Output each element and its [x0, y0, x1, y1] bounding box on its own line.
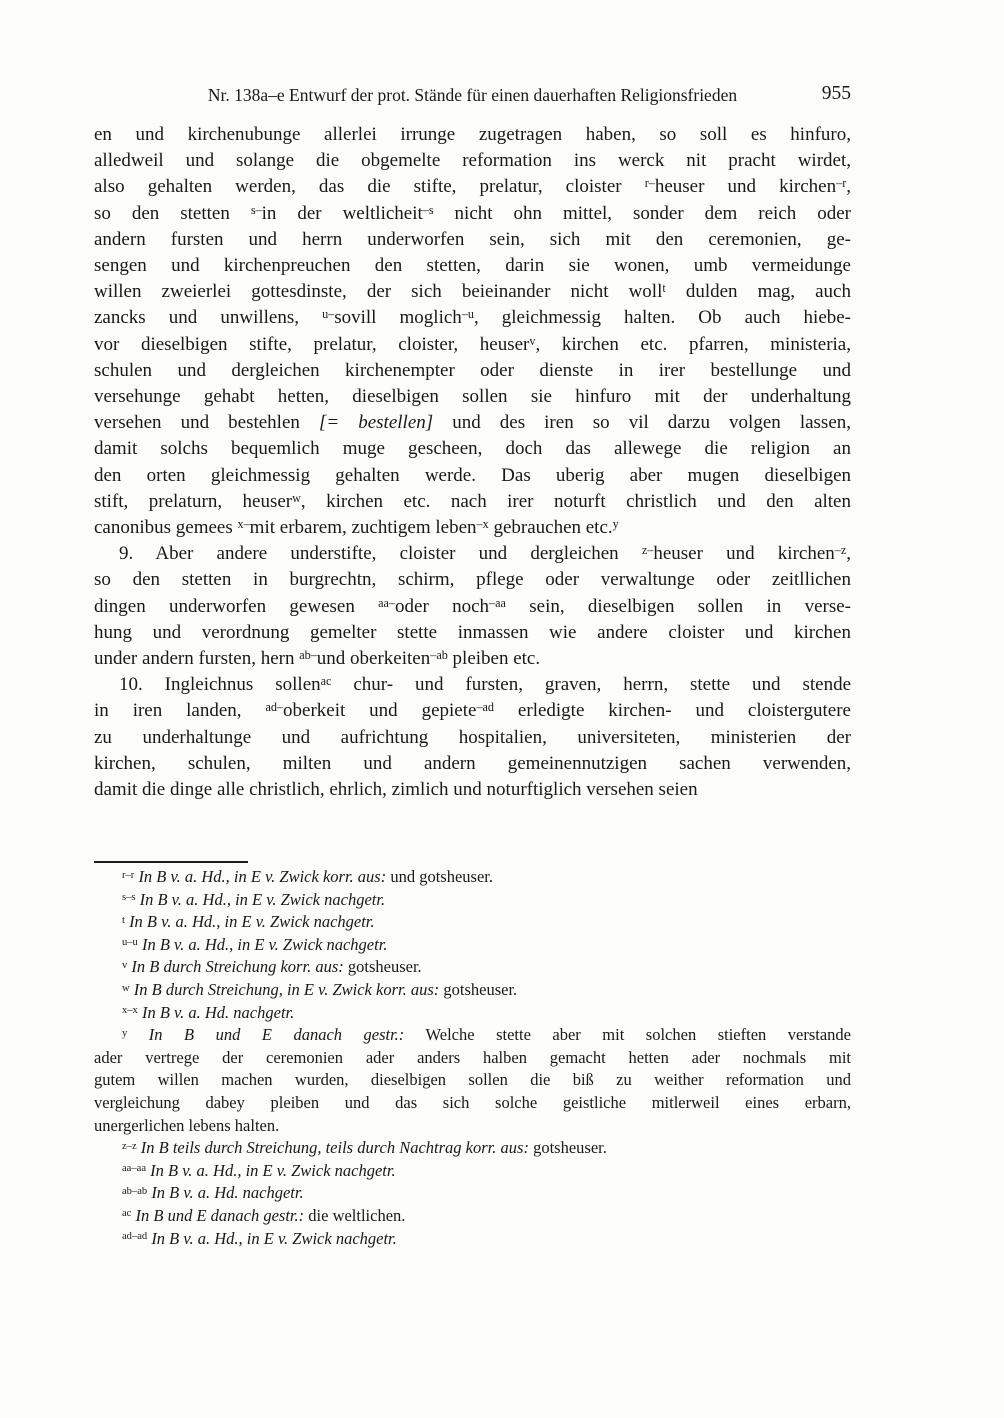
superscript-marker: x–x	[122, 1005, 138, 1017]
text-segment: , gleichmessig halten. Ob auch hiebe-	[473, 307, 852, 329]
text-segment: , kirchen etc. pfarren, ministeria,	[535, 333, 851, 355]
text-segment: chur- und fursten, graven, herrn, stette und stende	[331, 674, 851, 696]
text-line	[94, 698, 851, 724]
text-segment: , kirchen etc. nach irer noturft christlich und den alten	[300, 490, 851, 512]
running-header-title: Nr. 138a–e Entwurf der prot. Stände für einen dauerhaften Religionsfrieden	[207, 85, 738, 105]
superscript-marker: z–	[641, 543, 654, 558]
body-paragraph	[94, 122, 851, 541]
text-segment: 10. Ingleichnus sollen	[119, 674, 321, 696]
text-segment: pleiben etc.	[447, 648, 541, 670]
text-segment: heuser und kirchen	[654, 176, 837, 198]
text-segment: unergerlichen lebens halten.	[94, 1115, 280, 1135]
italic-text-segment: In B v. a. Hd., in E v. Zwick nachgetr.	[137, 934, 388, 954]
footnote	[94, 1137, 851, 1160]
superscript-marker: ab–	[299, 647, 317, 662]
text-segment: ,	[846, 543, 852, 565]
footnote	[94, 1160, 851, 1183]
footnote	[94, 956, 851, 979]
text-segment: alledweil und solange die obgemelte reformation ins werck nit pracht wirdet,	[94, 150, 851, 172]
text-line	[94, 279, 851, 305]
italic-text-segment: In B v. a. Hd., in E v. Zwick nachgetr.	[146, 1160, 396, 1180]
text-segment: willen zweierlei gottesdinste, der sich beieinander nicht woll	[94, 281, 663, 303]
text-segment: dulden mag, auch	[665, 281, 851, 303]
text-line	[94, 1228, 851, 1251]
running-header	[94, 84, 851, 110]
text-line	[94, 410, 851, 436]
text-line	[94, 1115, 851, 1138]
text-line	[94, 979, 851, 1002]
text-segment: andern fursten und herrn underworfen sein, sich mit den ceremonien, ge-	[94, 228, 851, 250]
footnote	[94, 1182, 851, 1205]
superscript-marker: v	[529, 333, 536, 348]
superscript-marker: x–	[237, 516, 250, 531]
superscript-marker: –x	[476, 516, 489, 531]
text-segment: sein, dieselbigen sollen in verse-	[505, 595, 851, 617]
text-segment: gotsheuser.	[528, 1138, 607, 1158]
text-line	[94, 253, 851, 279]
italic-text-segment: In B v. a. Hd., in E v. Zwick korr. aus:	[134, 867, 387, 886]
superscript-marker: y	[612, 516, 619, 531]
text-line	[94, 1160, 851, 1183]
text-segment: versehen und bestehlen	[94, 412, 319, 434]
text-line	[94, 463, 851, 489]
text-segment: den orten gleichmessig gehalten werde. Das uberig aber mugen dieselbigen	[94, 464, 851, 486]
text-segment: 9. Aber andere understifte, cloister und dergleichen	[119, 543, 642, 565]
text-segment: schulen und dergleichen kirchenempter oder dienste in irer bestellunge und	[94, 359, 851, 381]
superscript-marker: ad–ad	[122, 1231, 148, 1243]
text-segment: oder noch	[395, 595, 490, 617]
text-segment: damit die dinge alle christlich, ehrlich, zimlich und noturftiglich versehen seien	[94, 779, 698, 801]
text-line	[94, 777, 851, 803]
text-segment: und oberkeiten	[316, 648, 431, 670]
text-line	[94, 751, 851, 777]
text-segment: versehunge gehabt hetten, dieselbigen sollen sie hinfuro mit der underhaltung	[94, 386, 851, 408]
text-line	[94, 1182, 851, 1205]
italic-text-segment: In B v. a. Hd., in E v. Zwick nachgetr.	[124, 912, 375, 932]
superscript-marker: –ad	[476, 700, 495, 715]
text-segment: nicht ohn mittel, sonder dem reich oder	[433, 202, 851, 224]
superscript-marker: aa–aa	[122, 1163, 146, 1175]
text-line	[94, 956, 851, 979]
superscript-marker: ac	[320, 674, 332, 689]
text-line	[94, 594, 851, 620]
text-line	[94, 148, 851, 174]
footnote	[94, 1024, 851, 1137]
italic-text-segment: [= bestellen]	[318, 412, 434, 434]
footnote	[94, 979, 851, 1002]
text-segment: sovill moglich	[334, 307, 462, 329]
footnote	[94, 866, 851, 889]
text-segment: die weltlichen.	[304, 1205, 406, 1225]
text-segment: gutem willen machen wurden, dieselbigen sollen die biß zu weither reformation und	[94, 1070, 851, 1090]
text-line	[94, 174, 851, 200]
superscript-marker: ab–ab	[122, 1185, 148, 1197]
footnote	[94, 934, 851, 957]
body-paragraph	[94, 541, 851, 672]
superscript-marker: –s	[422, 202, 434, 217]
superscript-marker: r–r	[122, 869, 135, 881]
superscript-marker: –u	[461, 307, 474, 322]
superscript-marker: s–	[250, 202, 262, 217]
text-line	[94, 541, 851, 567]
text-segment: in iren landen,	[94, 700, 266, 722]
text-segment: canonibus gemees	[94, 517, 238, 539]
text-segment: en und kirchenubunge allerlei irrunge zugetragen haben, so soll es hinfuro,	[94, 124, 851, 145]
italic-text-segment: In B durch Streichung korr. aus:	[127, 957, 344, 977]
superscript-marker: w	[292, 490, 301, 505]
text-segment: dingen underworfen gewesen	[94, 595, 379, 617]
italic-text-segment: In B und E danach gestr.:	[127, 1025, 405, 1045]
superscript-marker: –r	[836, 176, 847, 191]
superscript-marker: s–s	[122, 892, 136, 904]
text-segment: so den stetten	[94, 202, 251, 224]
text-segment: under andern fursten, hern	[94, 648, 300, 670]
text-line	[94, 305, 851, 331]
text-line	[94, 620, 851, 646]
text-segment: heuser und kirchen	[653, 543, 835, 565]
superscript-marker: z–z	[122, 1140, 137, 1152]
text-segment: vor dieselbigen stifte, prelatur, cloister, heuser	[94, 333, 530, 355]
footnote	[94, 889, 851, 912]
text-line	[94, 911, 851, 934]
superscript-marker: ad–	[265, 700, 284, 715]
superscript-marker: aa–	[378, 595, 396, 610]
text-segment: also gehalten werden, das die stifte, prelatur, cloister	[94, 176, 645, 198]
superscript-marker: w	[122, 982, 130, 994]
italic-text-segment: In B durch Streichung, in E v. Zwick korr. aus:	[129, 979, 440, 999]
italic-text-segment: In B und E danach gestr.:	[131, 1205, 305, 1225]
footnote	[94, 1205, 851, 1228]
text-line	[94, 227, 851, 253]
text-line	[94, 672, 851, 698]
italic-text-segment: In B v. a. Hd. nachgetr.	[147, 1183, 304, 1203]
body-paragraph	[94, 672, 851, 803]
text-segment: ,	[846, 176, 851, 198]
text-line	[94, 436, 851, 462]
text-segment: und gotsheuser.	[386, 867, 494, 886]
text-segment: stift, prelaturn, heuser	[94, 490, 293, 512]
text-segment: kirchen, schulen, milten und andern gemeinennutzigen sachen verwenden,	[94, 752, 851, 774]
text-line	[94, 646, 851, 672]
text-line	[94, 725, 851, 751]
text-line	[94, 122, 851, 148]
text-segment: in der weltlicheit	[261, 202, 423, 224]
superscript-marker: t	[662, 281, 666, 296]
text-segment: hung und verordnung gemelter stette inmassen wie andere cloister und kirchen	[94, 621, 851, 643]
text-line	[94, 889, 851, 912]
text-line	[94, 866, 851, 889]
superscript-marker: ac	[122, 1208, 132, 1220]
superscript-marker: t	[122, 914, 125, 926]
text-line	[94, 358, 851, 384]
text-segment: damit solchs bequemlich muge gescheen, doch das allewege die religion an	[94, 438, 851, 460]
superscript-marker: u–u	[122, 937, 138, 949]
text-segment: Welche stette aber mit solchen stieften verstande	[404, 1025, 851, 1045]
text-line	[94, 1137, 851, 1160]
text-line	[94, 1069, 851, 1092]
text-segment: gebrauchen etc.	[488, 517, 613, 539]
italic-text-segment: In B v. a. Hd., in E v. Zwick nachgetr.	[135, 889, 386, 909]
text-line	[94, 489, 851, 515]
text-segment: mit erbarem, zuchtigem leben	[249, 517, 477, 539]
text-segment: und des iren so vil darzu volgen lassen,	[433, 412, 852, 434]
text-segment: zancks und unwillens,	[94, 307, 323, 329]
footnote	[94, 911, 851, 934]
superscript-marker: y	[122, 1027, 128, 1039]
superscript-marker: –aa	[489, 595, 506, 610]
text-line	[94, 1024, 851, 1047]
italic-text-segment: In B v. a. Hd., in E v. Zwick nachgetr.	[147, 1228, 397, 1248]
text-segment: so den stetten in burgrechtn, schirm, pflege oder verwaltunge oder zeitllichen	[94, 569, 851, 591]
superscript-marker: r–	[644, 176, 655, 191]
footnotes	[94, 866, 851, 1250]
text-segment: gotsheuser.	[439, 979, 518, 999]
text-line	[94, 1047, 851, 1070]
text-line	[94, 515, 851, 541]
text-segment: sengen und kirchenpreuchen den stetten, darin sie wonen, umb vermeidunge	[94, 255, 851, 277]
superscript-marker: v	[122, 959, 128, 971]
text-segment: vergleichung dabey pleiben und das sich solche geistliche mitlerweil eines erbarn,	[94, 1092, 851, 1112]
italic-text-segment: In B v. a. Hd. nachgetr.	[137, 1002, 295, 1022]
text-line	[94, 384, 851, 410]
text-line	[94, 567, 851, 593]
page-number: 955	[821, 83, 851, 104]
italic-text-segment: In B teils durch Streichung, teils durch Nachtrag korr. aus:	[136, 1138, 529, 1158]
text-line	[94, 934, 851, 957]
body-text	[94, 122, 851, 803]
text-segment: ader vertrege der ceremonien ader anders halben gemacht hetten ader nochmals mit	[94, 1047, 851, 1067]
text-line	[94, 1002, 851, 1025]
footnote-separator-rule	[94, 861, 248, 863]
superscript-marker: –ab	[430, 647, 448, 662]
superscript-marker: u–	[322, 307, 335, 322]
footnote	[94, 1002, 851, 1025]
text-segment: oberkeit und gepiete	[283, 700, 477, 722]
footnote	[94, 1228, 851, 1251]
text-line	[94, 1205, 851, 1228]
text-segment: erledigte kirchen- und cloistergutere	[494, 700, 851, 722]
text-line	[94, 332, 851, 358]
text-line	[94, 1092, 851, 1115]
text-line	[94, 201, 851, 227]
text-segment: gotsheuser.	[343, 957, 422, 977]
superscript-marker: –z	[834, 543, 847, 558]
text-segment: zu underhaltunge und aufrichtung hospitalien, universiteten, ministerien der	[94, 726, 851, 748]
